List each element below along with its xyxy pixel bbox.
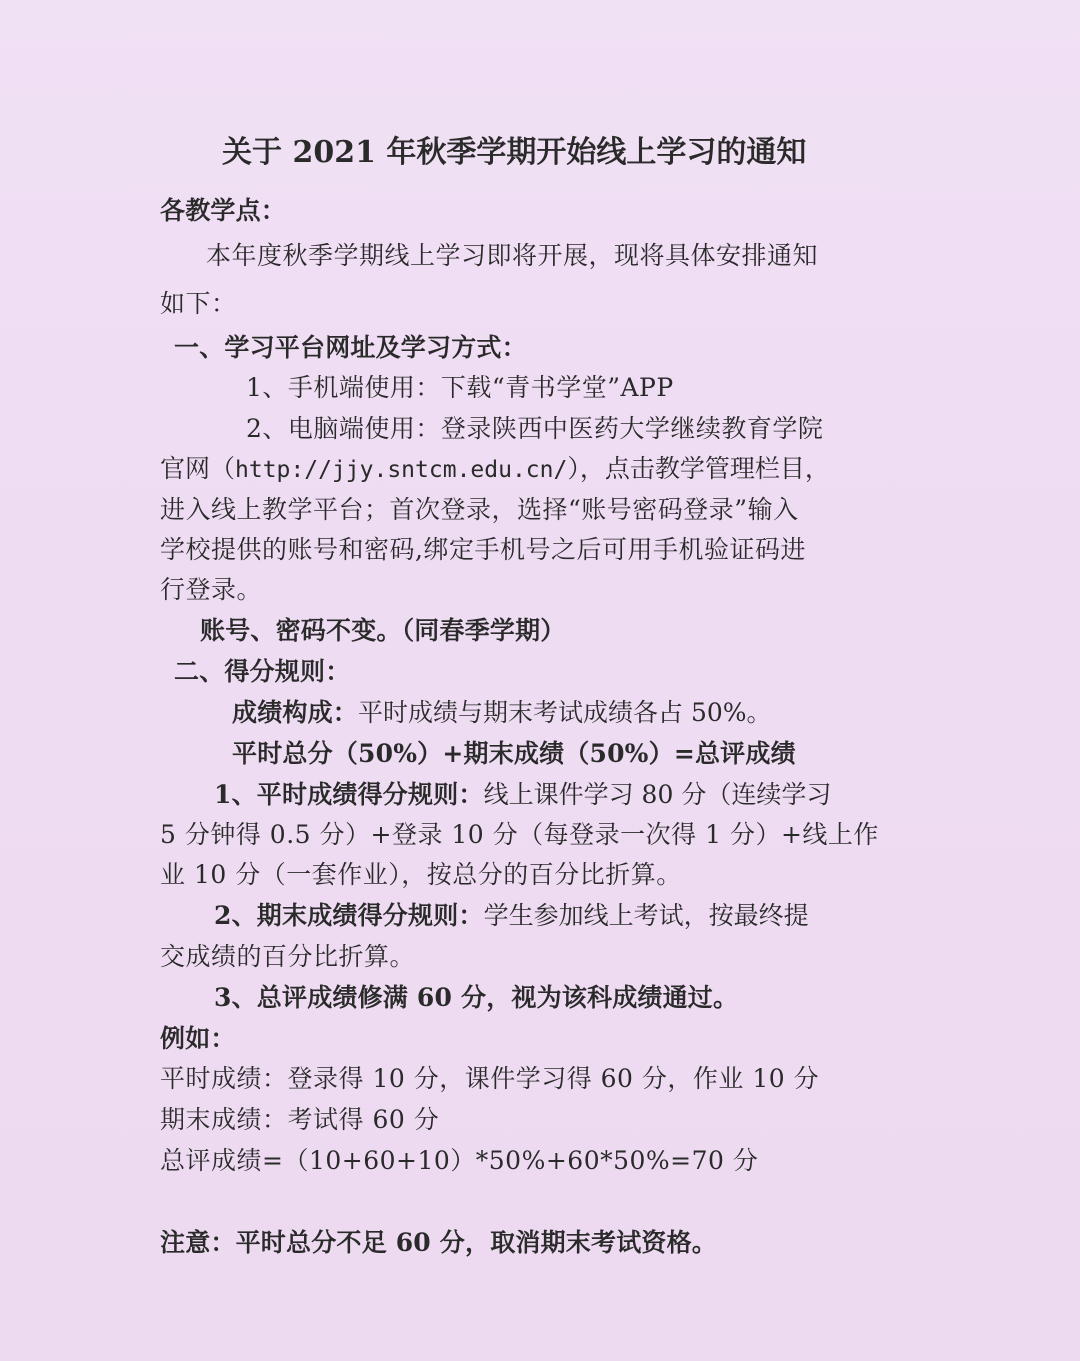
rule-1-line-1-text: 线上课件学习 80 分（连续学习 <box>483 780 832 809</box>
college-website-link[interactable]: http://jjy.sntcm.edu.cn/ <box>235 457 568 483</box>
item-2-line-5: 行登录。 <box>160 575 263 604</box>
item-2-line-2-prefix: 官网（ <box>160 454 236 483</box>
document-title: 关于 2021 年秋季学期开始线上学习的通知 <box>222 135 807 170</box>
salutation: 各教学点： <box>160 196 287 225</box>
example-line-3: 总评成绩=（10+60+10）*50%+60*50%=70 分 <box>160 1146 759 1175</box>
example-heading: 例如： <box>160 1024 236 1053</box>
rule-1-line-3: 业 10 分（一套作业），按总分的百分比折算。 <box>160 860 682 889</box>
rule-1-line-1 <box>214 782 831 807</box>
rule-1-line-2: 5 分钟得 0.5 分）+登录 10 分（每登录一次得 1 分）+线上作 <box>160 820 879 849</box>
account-note: 账号、密码不变。（同春季学期） <box>200 616 566 645</box>
item-2-line-2-suffix: ），点击教学管理栏目， <box>567 454 830 483</box>
intro-line-2: 如下： <box>160 289 237 318</box>
score-composition-text: 平时成绩与期末考试成绩各占 50%。 <box>358 698 772 727</box>
score-composition <box>232 700 772 725</box>
item-2-line-2 <box>160 456 830 482</box>
section-2-heading: 二、得分规则： <box>174 657 351 686</box>
item-1-mobile: 1、手机端使用：下载“青书学堂”APP <box>246 373 674 402</box>
rule-1-label: 1、平时成绩得分规则： <box>214 780 484 809</box>
example-line-2: 期末成绩：考试得 60 分 <box>160 1105 440 1134</box>
score-formula: 平时总分（50%）+期末成绩（50%）=总评成绩 <box>232 739 796 768</box>
rule-2-line-1-text: 学生参加线上考试，按最终提 <box>483 901 809 930</box>
item-2-line-1: 2、电脑端使用：登录陕西中医药大学继续教育学院 <box>246 414 824 443</box>
rule-3: 3、总评成绩修满 60 分，视为该科成绩通过。 <box>214 983 739 1012</box>
rule-2-line-2: 交成绩的百分比折算。 <box>160 942 416 971</box>
item-2-line-4: 学校提供的账号和密码,绑定手机号之后可用手机验证码进 <box>160 535 806 564</box>
rule-2-line-1 <box>214 903 809 928</box>
score-composition-label: 成绩构成： <box>232 698 359 727</box>
rule-2-label: 2、期末成绩得分规则： <box>214 901 484 930</box>
intro-line-1: 本年度秋季学期线上学习即将开展，现将具体安排通知 <box>206 241 819 270</box>
item-2-line-3: 进入线上教学平台；首次登录，选择“账号密码登录”输入 <box>160 495 799 524</box>
example-line-1: 平时成绩：登录得 10 分，课件学习得 60 分，作业 10 分 <box>160 1064 820 1093</box>
note: 注意：平时总分不足 60 分，取消期末考试资格。 <box>160 1228 717 1257</box>
section-1-heading: 一、学习平台网址及学习方式： <box>174 333 527 362</box>
